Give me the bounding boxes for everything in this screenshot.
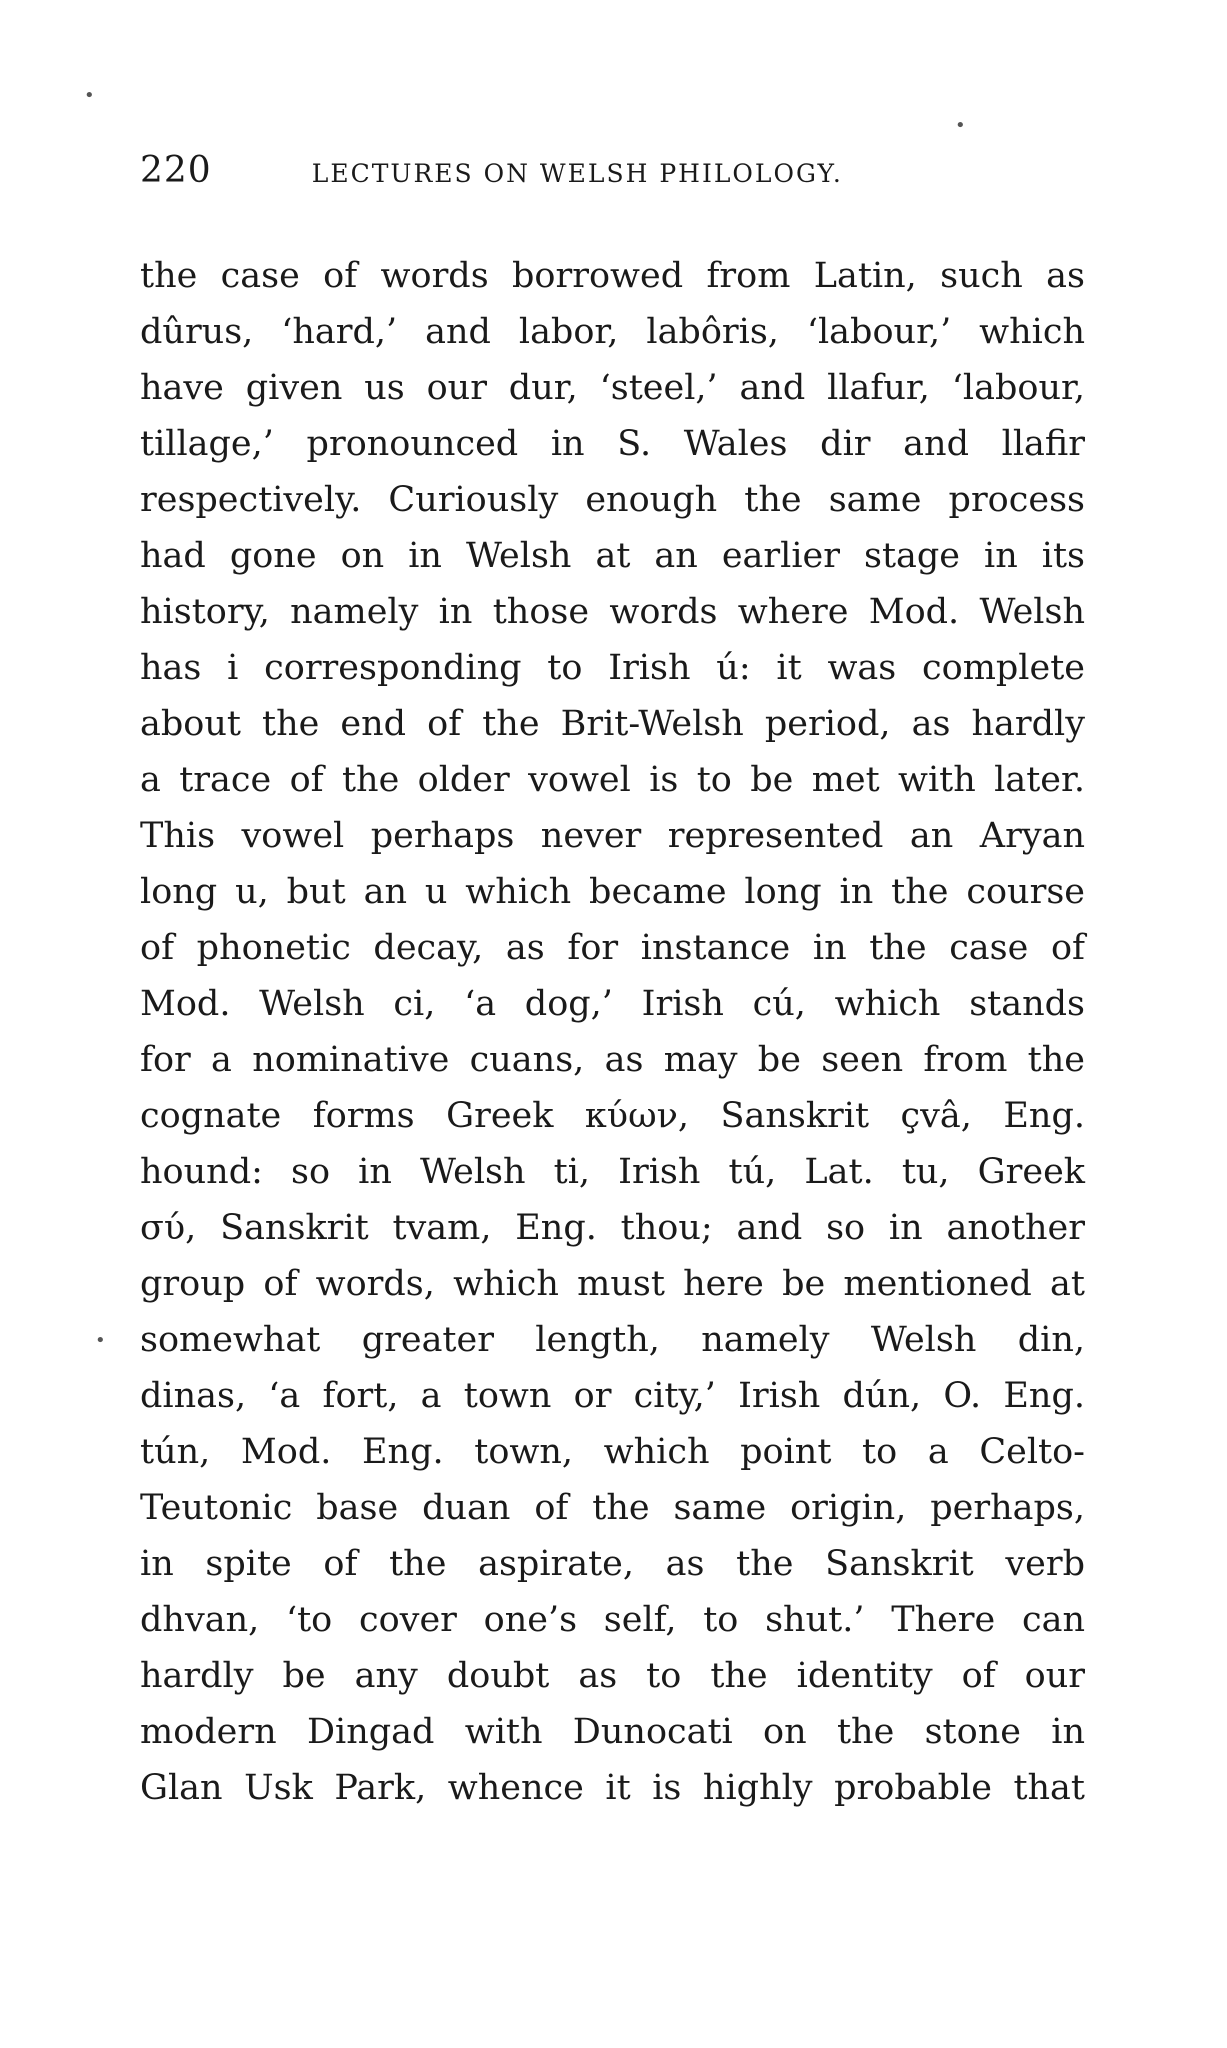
text-line: somewhat greater length, namely Welsh din, xyxy=(140,1320,1085,1360)
text-line: Mod. Welsh ci, ‘a dog,’ Irish cú, which stands xyxy=(140,984,1085,1024)
text-line: This vowel perhaps never represented an Aryan xyxy=(140,816,1085,856)
text-line: respectively. Curiously enough the same process xyxy=(140,480,1085,520)
text-line: dinas, ‘a fort, a town or city,’ Irish dún, O. Eng. xyxy=(140,1376,1085,1416)
text-line: cognate forms Greek κύων, Sanskrit çvâ, Eng. xyxy=(140,1096,1085,1136)
text-line: σύ, Sanskrit tvam, Eng. thou; and so in another xyxy=(140,1208,1085,1248)
text-line: for a nominative cuans, as may be seen from the xyxy=(140,1040,1085,1080)
text-line: Glan Usk Park, whence it is highly probable that xyxy=(140,1768,1085,1808)
running-title: LECTURES ON WELSH PHILOLOGY. xyxy=(311,159,843,188)
page-header xyxy=(140,150,1085,200)
text-line: a trace of the older vowel is to be met with later. xyxy=(140,760,1085,800)
text-line: in spite of the aspirate, as the Sanskrit verb xyxy=(140,1544,1085,1584)
text-line: hound: so in Welsh ti, Irish tú, Lat. tu, Greek xyxy=(140,1152,1085,1192)
text-line: about the end of the Brit-Welsh period, as hardly xyxy=(140,704,1085,744)
text-line: history, namely in those words where Mod. Welsh xyxy=(140,592,1085,632)
text-line: hardly be any doubt as to the identity of our xyxy=(140,1656,1085,1696)
text-line: has i corresponding to Irish ú: it was complete xyxy=(140,648,1085,688)
text-line: dûrus, ‘hard,’ and labor, labôris, ‘labour,’ which xyxy=(140,312,1085,352)
text-line: the case of words borrowed from Latin, such as xyxy=(140,256,1085,296)
stray-mark: • xyxy=(84,85,95,106)
text-line: dhvan, ‘to cover one’s self, to shut.’ There can xyxy=(140,1600,1085,1640)
text-line: of phonetic decay, as for instance in the case of xyxy=(140,928,1085,968)
text-line: long u, but an u which became long in the course xyxy=(140,872,1085,912)
text-line: group of words, which must here be mentioned at xyxy=(140,1264,1085,1304)
text-line: tillage,’ pronounced in S. Wales dir and llafir xyxy=(140,424,1085,464)
stray-mark: • xyxy=(955,115,966,136)
text-line: modern Dingad with Dunocati on the stone in xyxy=(140,1712,1085,1752)
page-number: 220 xyxy=(140,150,212,191)
text-line: tún, Mod. Eng. town, which point to a Celto- xyxy=(140,1432,1085,1472)
text-line: have given us our dur, ‘steel,’ and llafur, ‘labour, xyxy=(140,368,1085,408)
body-text xyxy=(140,248,1085,1816)
stray-mark: • xyxy=(95,1330,106,1351)
text-line: Teutonic base duan of the same origin, perhaps, xyxy=(140,1488,1085,1528)
text-line: had gone on in Welsh at an earlier stage in its xyxy=(140,536,1085,576)
